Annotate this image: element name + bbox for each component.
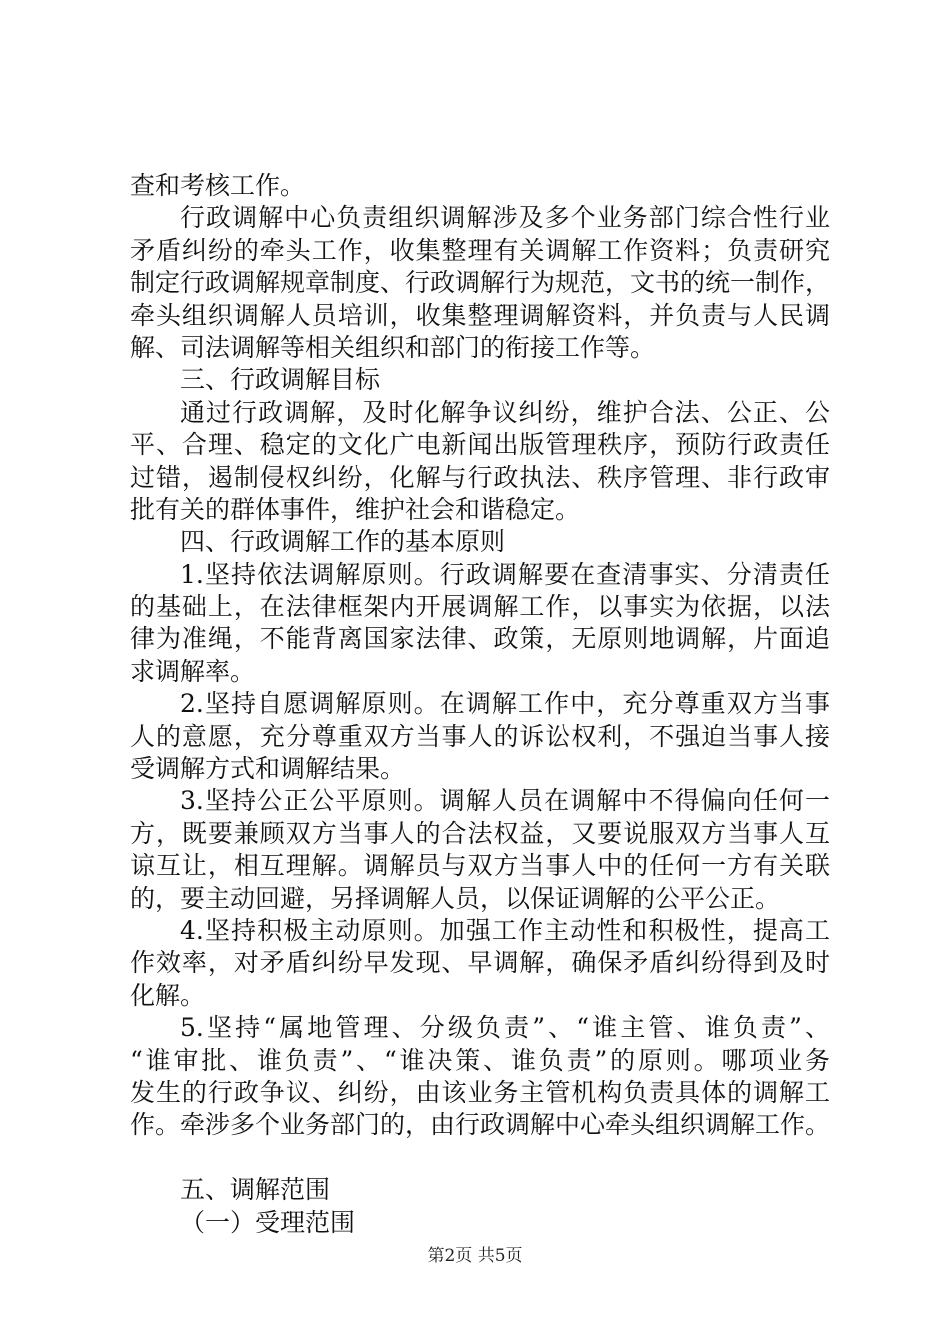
text-line: 五、调解范围 (180, 1175, 331, 1205)
text-line: 平、合理、稳定的文化广电新闻出版管理秩序，预防行政责任 (130, 430, 830, 460)
text-line: 通过行政调解，及时化解争议纠纷，维护合法、公正、公 (180, 397, 830, 427)
text-line: 过错，遏制侵权纠纷，化解与行政执法、秩序管理、非行政审 (130, 462, 830, 492)
text-line: 4.坚持积极主动原则。加强工作主动性和积极性，提高工 (180, 915, 830, 945)
text-line: “谁审批、谁负责”、“谁决策、谁负责”的原则。哪项业务 (130, 1045, 830, 1075)
text-line: 受调解方式和调解结果。 (130, 754, 406, 784)
text-line: 牵头组织调解人员培训，收集整理调解资料，并负责与人民调 (130, 300, 830, 330)
page-footer: 第2页 共5页 (427, 1246, 523, 1266)
document-body (130, 170, 830, 1239)
text-line: 2.坚持自愿调解原则。在调解工作中，充分尊重双方当事 (180, 689, 830, 719)
text-line: 矛盾纠纷的牵头工作，收集整理有关调解工作资料；负责研究 (130, 235, 830, 265)
text-line: 批有关的群体事件，维护社会和谐稳定。 (130, 494, 581, 524)
text-line: 求调解率。 (130, 656, 256, 686)
text-line: 制定行政调解规章制度、行政调解行为规范，文书的统一制作， (130, 268, 831, 298)
text-line: 化解。 (130, 980, 206, 1010)
text-line: 作效率，对矛盾纠纷早发现、早调解，确保矛盾纠纷得到及时 (130, 948, 830, 978)
text-line: 的基础上，在法律框架内开展调解工作，以事实为依据，以法 (130, 592, 830, 622)
text-line: （一）受理范围 (180, 1207, 356, 1237)
text-line: 三、行政调解目标 (180, 365, 381, 395)
text-line: 作。牵涉多个业务部门的，由行政调解中心牵头组织调解工作。 (130, 1110, 831, 1140)
text-line: 行政调解中心负责组织调解涉及多个业务部门综合性行业 (180, 203, 830, 233)
text-line: 5.坚持“属地管理、分级负责”、“谁主管、谁负责”、 (180, 1013, 830, 1043)
text-line: 查和考核工作。 (130, 171, 306, 200)
blank-line (130, 1142, 830, 1174)
text-line: 发生的行政争议、纠纷，由该业务主管机构负责具体的调解工 (130, 1077, 830, 1107)
text-line: 3.坚持公正公平原则。调解人员在调解中不得偏向任何一 (180, 786, 830, 816)
text-line: 1.坚持依法调解原则。行政调解要在查清事实、分清责任 (180, 559, 830, 589)
text-line: 解、司法调解等相关组织和部门的衔接工作等。 (130, 332, 656, 362)
text-line: 四、行政调解工作的基本原则 (180, 527, 506, 557)
text-line: 的，要主动回避，另择调解人员，以保证调解的公平公正。 (130, 883, 781, 913)
text-line: 律为准绳，不能背离国家法律、政策，无原则地调解，片面追 (130, 624, 830, 654)
text-line: 方，既要兼顾双方当事人的合法权益，又要说服双方当事人互 (130, 818, 830, 848)
text-line: 谅互让，相互理解。调解员与双方当事人中的任何一方有关联 (130, 851, 830, 881)
text-line: 人的意愿，充分尊重双方当事人的诉讼权利，不强迫当事人接 (130, 721, 830, 751)
